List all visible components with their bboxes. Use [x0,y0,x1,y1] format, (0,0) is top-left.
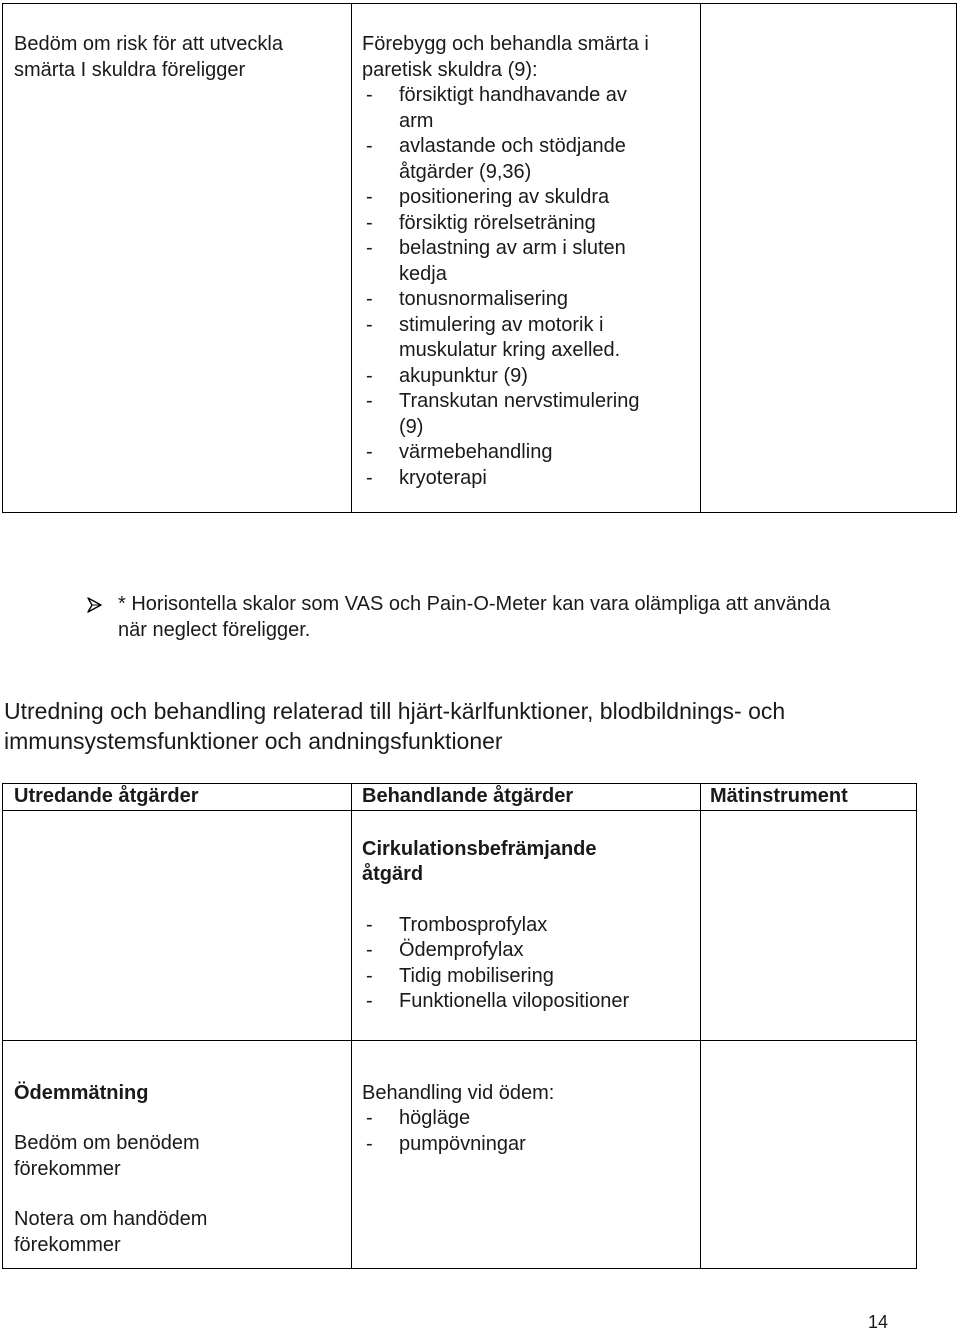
assessment-text: Bedöm om risk för att utveckla smärta I skuldra föreligger [14,33,283,81]
list-item: - pumpövningar [362,1132,682,1158]
row2-assessment-cell [3,1040,352,1269]
list-item: - försiktigt handhavande av arm [362,83,662,134]
list-item: - Trombosprofylax [362,913,692,939]
list-item: - stimulering av motorik i muskulatur kring axelled. [362,313,662,364]
circulation-list [362,913,692,1015]
list-item: - kryoterapi [362,466,662,492]
instrument-cell [701,4,957,513]
treatment-cell [352,4,701,513]
edema-measurement-title: Ödemmätning [14,1081,149,1104]
list-item: - akupunktur (9) [362,364,662,390]
list-item: - tonusnormalisering [362,287,662,313]
list-item: - Ödemprofylax [362,938,692,964]
arrowhead-bullet-icon [85,596,103,614]
list-item: - positionering av skuldra [362,185,662,211]
row2-instrument-cell [701,1040,917,1269]
neglect-note [85,592,845,643]
shoulder-pain-table [2,3,957,513]
list-item: - Tidig mobilisering [362,964,692,990]
note-text: * Horisontella skalor som VAS och Pain-O-Meter kan vara olämpliga att använda när neglect föreligger. [118,593,831,641]
page-number: 14 [868,1312,889,1332]
header-treatment: Behandlande åtgärder [352,784,701,811]
row1-assessment-cell [3,810,352,1040]
edema-treatment-intro: Behandling vid ödem: [362,1081,555,1104]
row1-instrument-cell [701,810,917,1040]
leg-edema-text: Bedöm om benödem förekommer [14,1132,200,1180]
list-item: - försiktig rörelseträning [362,211,662,237]
header-assessment: Utredande åtgärder [3,784,352,811]
row2-treatment-cell [352,1040,701,1269]
row1-treatment-cell [352,810,701,1040]
assessment-cell [3,4,352,513]
list-item: - värmebehandling [362,440,662,466]
treatment-intro: Förebygg och behandla smärta i paretisk skuldra (9): [362,33,649,81]
list-item: - belastning av arm i sluten kedja [362,236,662,287]
treatment-list [362,83,662,491]
hand-edema-text: Notera om handödem förekommer [14,1208,208,1256]
circulation-table [2,783,917,1269]
list-item: - högläge [362,1106,682,1132]
edema-treatment-list [362,1106,682,1157]
list-item: - Transkutan nervstimulering (9) [362,389,662,440]
list-item: - avlastande och stödjande åtgärder (9,36) [362,134,662,185]
list-item: - Funktionella vilopositioner [362,989,692,1015]
section-heading: Utredning och behandling relaterad till hjärt-kärlfunktioner, blodbildnings- och immunsystemsfunktioner och andningsfunktioner [4,698,786,754]
circulation-title: Cirkulationsbefrämjande åtgärd [362,837,597,885]
header-instrument: Mätinstrument [701,784,917,811]
